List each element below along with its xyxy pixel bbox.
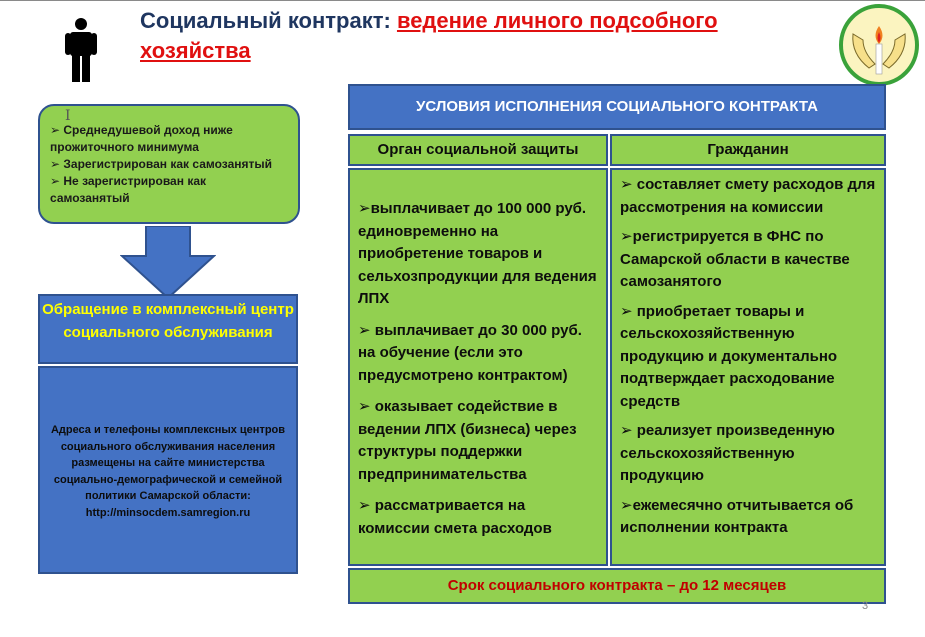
title-accent: ведение личного подсобного хозяйства [140,8,718,63]
right-column-title: Гражданин [610,134,886,166]
top-divider [0,0,925,1]
left-column-title: Орган социальной защиты [348,134,608,166]
citizen-duties-list [610,168,886,566]
criteria-item: ➢ Среднедушевой доход ниже прожиточного минимума [50,123,233,154]
list-item: ➢регистрируется в ФНС по Самарской области в качестве самозанятого [620,228,850,290]
list-item: ➢ составляет смету расходов для рассмотрения на комиссии [620,176,876,216]
list-item: ➢ оказывает содействие в ведении ЛПХ (бизнеса) через структуры поддержки предпринимательства [358,398,577,483]
list-item: ➢ приобретает товары и сельскохозяйственную продукцию и документально подтверждает расходование средств [620,302,838,410]
title-main: Социальный контракт: [140,8,397,33]
hands-candle-logo-icon [839,4,919,86]
page-number: 3 [862,600,869,612]
list-item: ➢ реализует произведенную сельскохозяйственную продукцию [620,422,835,484]
person-icon [64,18,98,82]
social-center-info: Адреса и телефоны комплексных центров социального обслуживания населения размещены на сайте министерства социально-демографической и семейной политики Самарской области: http://minsocdem.samregion.ru [38,366,298,574]
text-cursor-icon: I [65,108,71,124]
list-item: ➢ выплачивает до 30 000 руб. на обучение (если это предусмотрено контрактом) [358,321,582,384]
list-item: ➢ рассматривается на комиссии смета расходов [358,497,552,537]
list-item: ➢ежемесячно отчитывается об исполнении контракта [620,496,854,536]
conditions-header: УСЛОВИЯ ИСПОЛНЕНИЯ СОЦИАЛЬНОГО КОНТРАКТА [348,84,886,130]
authority-duties-list [348,168,608,566]
criteria-item: ➢ Не зарегистрирован как самозанятый [50,174,206,205]
eligibility-criteria-box [38,104,300,224]
social-center-heading: Обращение в комплексный центр социального обслуживания [38,294,298,364]
down-arrow-icon [120,226,216,300]
contract-term: Срок социального контракта – до 12 месяцев [348,568,886,604]
slide-title [140,6,830,66]
criteria-item: ➢ Зарегистрирован как самозанятый [50,157,272,171]
list-item: ➢выплачивает до 100 000 руб. единовременно на приобретение товаров и сельхозпродукции для ведения ЛПХ [358,200,597,307]
